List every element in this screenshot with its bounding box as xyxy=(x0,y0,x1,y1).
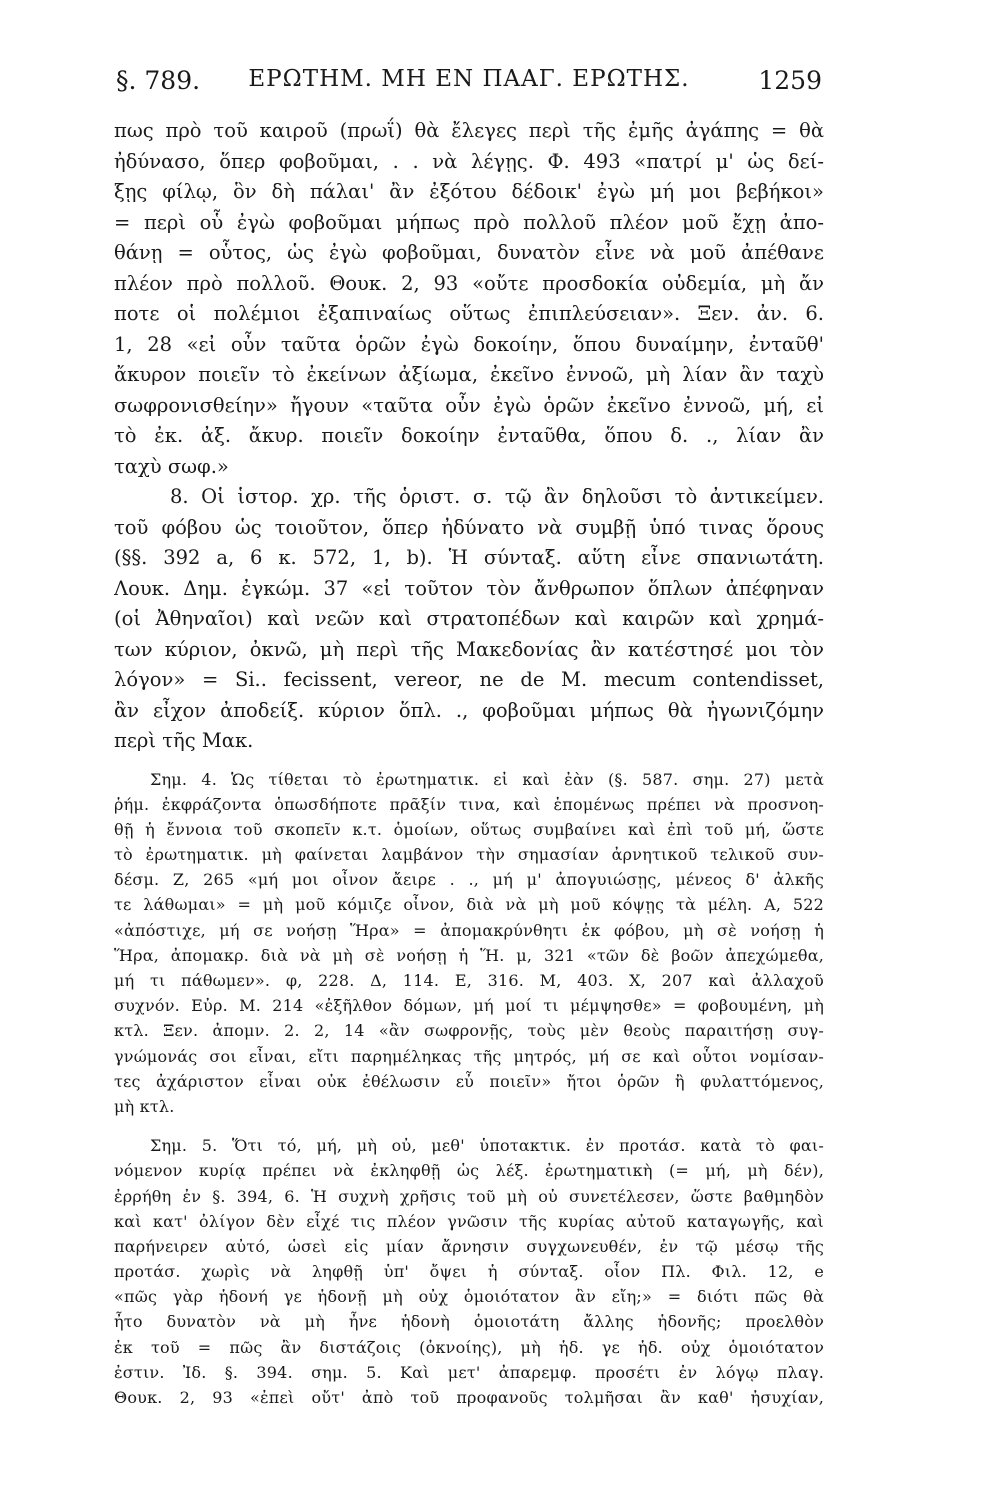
note-line: τὸ ἐρωτηματικ. μὴ φαίνεται λαμβάνον τὴν σημασίαν ἀρνητικοῦ τελικοῦ συν- xyxy=(114,845,824,865)
text-line: πως πρὸ τοῦ καιροῦ (πρωΐ) θὰ ἔλεγες περὶ τῆς ἐμῆς ἀγάπης = θὰ xyxy=(114,119,824,142)
page-number: 1259 xyxy=(758,66,822,95)
text-line: 8. Οἱ ἱστορ. χρ. τῆς ὁριστ. σ. τῷ ἂν δηλοῦσι τὸ ἀντικείμεν. xyxy=(170,485,824,508)
note-line: ἐκ τοῦ = πῶς ἂν διστάζοις (ὀκνοίης), μὴ ἡδ. γε ἡδ. οὐχ ὁμοιότατον xyxy=(114,1337,824,1357)
note-line: ἦτο δυνατὸν νὰ μὴ ἦνε ἡδονὴ ὁμοιοτάτη ἄλλης ἡδονῆς; προελθὸν xyxy=(114,1312,824,1332)
text-line: των κύριον, ὀκνῶ, μὴ περὶ τῆς Μακεδονίας ἂν κατέστησέ μοι τὸν xyxy=(114,637,824,661)
note-line: καὶ κατ' ὀλίγον δὲν εἶχέ τις πλέον γνῶσιν τῆς κυρίας αὐτοῦ καταγωγῆς, καὶ xyxy=(114,1211,824,1231)
note-line: ἐστιν. Ἰδ. §. 394. σημ. 5. Καὶ μετ' ἀπαρεμφ. προσέτι ἐν λόγῳ πλαγ. xyxy=(114,1362,824,1382)
note-line: συχνόν. Εὐρ. Μ. 214 «ἐξῆλθον δόμων, μή μοί τι μέμψησθε» = φοβουμένη, μὴ xyxy=(114,996,824,1016)
note-line: ῥήμ. ἐκφράζοντα ὁπωσδήποτε πρᾶξίν τινα, καὶ ἑπομένως πρέπει νὰ προσνοη- xyxy=(114,794,824,814)
text-line: περὶ τῆς Μακ. xyxy=(114,729,254,752)
text-line: θάνῃ = οὗτος, ὡς ἐγὼ φοβοῦμαι, δυνατὸν εἶνε νὰ μοῦ ἀπέθανε xyxy=(114,241,824,264)
page-body xyxy=(114,116,824,1410)
text-line: = περὶ οὗ ἐγὼ φοβοῦμαι μήπως πρὸ πολλοῦ πλέον μοῦ ἔχῃ ἀπο- xyxy=(114,210,824,234)
note-line: Σημ. 4. Ὡς τίθεται τὸ ἐρωτηματικ. εἰ καὶ ἐὰν (§. 587. σημ. 27) μετὰ xyxy=(150,769,824,789)
note-line: Σημ. 5. Ὅτι τό, μή, μὴ οὐ, μεθ' ὑποτακτικ. ἐν προτάσ. κατὰ τὸ φαι- xyxy=(150,1136,824,1156)
text-line: Λουκ. Δημ. ἐγκώμ. 37 «εἰ τοῦτον τὸν ἄνθρωπον ὅπλων ἀπέφηναν xyxy=(114,576,824,600)
text-line: (οἱ Ἀθηναῖοι) καὶ νεῶν καὶ στρατοπέδων καὶ καιρῶν καὶ χρημά- xyxy=(114,607,824,630)
text-line: τὸ ἐκ. ἀξ. ἄκυρ. ποιεῖν δοκοίην ἐνταῦθα, ὅπου δ. ., λίαν ἂν xyxy=(114,424,824,447)
text-line: 1, 28 «εἰ οὖν ταῦτα ὁρῶν ἐγὼ δοκοίην, ὅπου δυναίμην, ἐνταῦθ' xyxy=(114,332,824,356)
running-header xyxy=(116,66,822,102)
text-line: πλέον πρὸ πολλοῦ. Θουκ. 2, 93 «οὔτε προσδοκία οὐδεμία, μὴ ἄν xyxy=(114,271,824,295)
note-line: Ἥρα, ἀπομακρ. διὰ νὰ μὴ σὲ νοήσῃ ἡ Ἥ. μ, 321 «τῶν δὲ βοῶν ἀπεχώμεθα, xyxy=(114,945,824,965)
text-line: σωφρονισθείην» ἤγουν «ταῦτα οὖν ἐγὼ ὁρῶν ἐκεῖνο ἐννοῶ, μή, εἰ xyxy=(114,393,824,417)
note-5 xyxy=(114,1133,824,1410)
note-line: κτλ. Ξεν. ἀπομν. 2. 2, 14 «ἂν σωφρονῇς, τοὺς μὲν θεοὺς παραιτήσῃ συγ- xyxy=(114,1021,824,1041)
text-line: ποτε οἱ πολέμιοι ἐξαπιναίως οὕτως ἐπιπλεύσειαν». Ξεν. ἀν. 6. xyxy=(114,302,824,325)
note-line: νόμενον κυρίᾳ πρέπει νὰ ἐκληφθῇ ὡς λέξ. ἐρωτηματικὴ (= μή, μὴ δέν), xyxy=(114,1161,824,1181)
note-line: γνώμονάς σοι εἶναι, εἴτι παρημέληκας τῆς μητρός, μή σε καὶ οὗτοι νομίσαν- xyxy=(114,1046,824,1066)
note-line: ἐρρήθη ἐν §. 394, 6. Ἡ συχνὴ χρῆσις τοῦ μὴ οὐ συνετέλεσεν, ὥστε βαθμηδὸν xyxy=(114,1186,824,1206)
text-line: ἄκυρον ποιεῖν τὸ ἐκείνων ἀξίωμα, ἐκεῖνο ἐννοῶ, μὴ λίαν ἂν ταχὺ xyxy=(114,363,824,386)
text-line: λόγον» = Si.. fecissent, vereor, ne de M. mecum contendisset, xyxy=(114,668,824,691)
note-line: «ἀπόστιχε, μή σε νοήσῃ Ἥρα» = ἀπομακρύνθητι ἐκ φόβου, μὴ σὲ νοήσῃ ἡ xyxy=(114,920,824,940)
note-4 xyxy=(114,767,824,1120)
note-line: παρήνειρεν αὐτό, ὡσεὶ εἰς μίαν ἄρνησιν συγχωνευθέν, ἐν τῷ μέσῳ τῆς xyxy=(114,1236,824,1256)
text-line: ἂν εἶχον ἀποδείξ. κύριον ὅπλ. ., φοβοῦμαι μήπως θὰ ἠγωνιζόμην xyxy=(114,698,824,722)
note-line: Θουκ. 2, 93 «ἐπεὶ οὔτ' ἀπὸ τοῦ προφανοῦς τολμῆσαι ἂν καθ' ἡσυχίαν, xyxy=(114,1388,824,1407)
note-line: μή τι πάθωμεν». φ, 228. Δ, 114. Ε, 316. Μ, 403. Χ, 207 καὶ ἀλλαχοῦ xyxy=(114,971,824,990)
note-line: θῇ ἡ ἔννοια τοῦ σκοπεῖν κ.τ. ὁμοίων, οὕτως συμβαίνει καὶ ἐπὶ τοῦ μή, ὥστε xyxy=(114,819,824,839)
note-line: «πῶς γὰρ ἡδονή γε ἡδονῇ μὴ οὐχ ὁμοιότατον ἂν εἴη;» = διότι πῶς θὰ xyxy=(114,1287,824,1307)
note-line: τες ἀχάριστον εἶναι οὐκ ἐθέλωσιν εὖ ποιεῖν» ἤτοι ὁρῶν ἢ φυλαττόμενος, xyxy=(114,1071,824,1091)
main-paragraph xyxy=(114,116,824,482)
text-line: ἠδύνασο, ὅπερ φοβοῦμαι, . . νὰ λέγῃς. Φ. 493 «πατρί μ' ὡς δεί- xyxy=(114,149,824,173)
note-line: μὴ κτλ. xyxy=(114,1096,175,1116)
text-line: τοῦ φόβου ὡς τοιοῦτον, ὅπερ ἠδύνατο νὰ συμβῇ ὑπό τινας ὅρους xyxy=(114,515,824,539)
note-line: δέσμ. Ζ, 265 «μή μοι οἶνον ἄειρε . ., μή μ' ἀπογυιώσῃς, μένεος δ' ἀλκῆς xyxy=(114,870,824,890)
running-title: ΕΡΩΤΗΜ. ΜΗ ΕΝ ΠΑΑΓ. ΕΡΩΤΗΣ. xyxy=(248,66,690,92)
note-line: τε λάθωμαι» = μὴ μοῦ κόμιζε οἶνον, διὰ νὰ μὴ μοῦ κόψῃς τὰ μέλη. Α, 522 xyxy=(114,895,824,915)
text-line: ξῃς φίλῳ, ὃν δὴ πάλαι' ἂν ἐξότου δέδοικ' ἐγὼ μή μοι βεβήκοι» xyxy=(114,180,824,203)
paragraph-8 xyxy=(114,482,824,757)
text-line: ταχὺ σωφ.» xyxy=(114,454,229,478)
section-number: §. 789. xyxy=(116,66,201,95)
text-line: (§§. 392 a, 6 κ. 572, 1, b). Ἡ σύνταξ. αὕτη εἶνε σπανιωτάτη. xyxy=(114,546,824,569)
note-line: προτάσ. χωρὶς νὰ ληφθῇ ὑπ' ὄψει ἡ σύνταξ. οἷον Πλ. Φιλ. 12, e xyxy=(114,1262,824,1282)
